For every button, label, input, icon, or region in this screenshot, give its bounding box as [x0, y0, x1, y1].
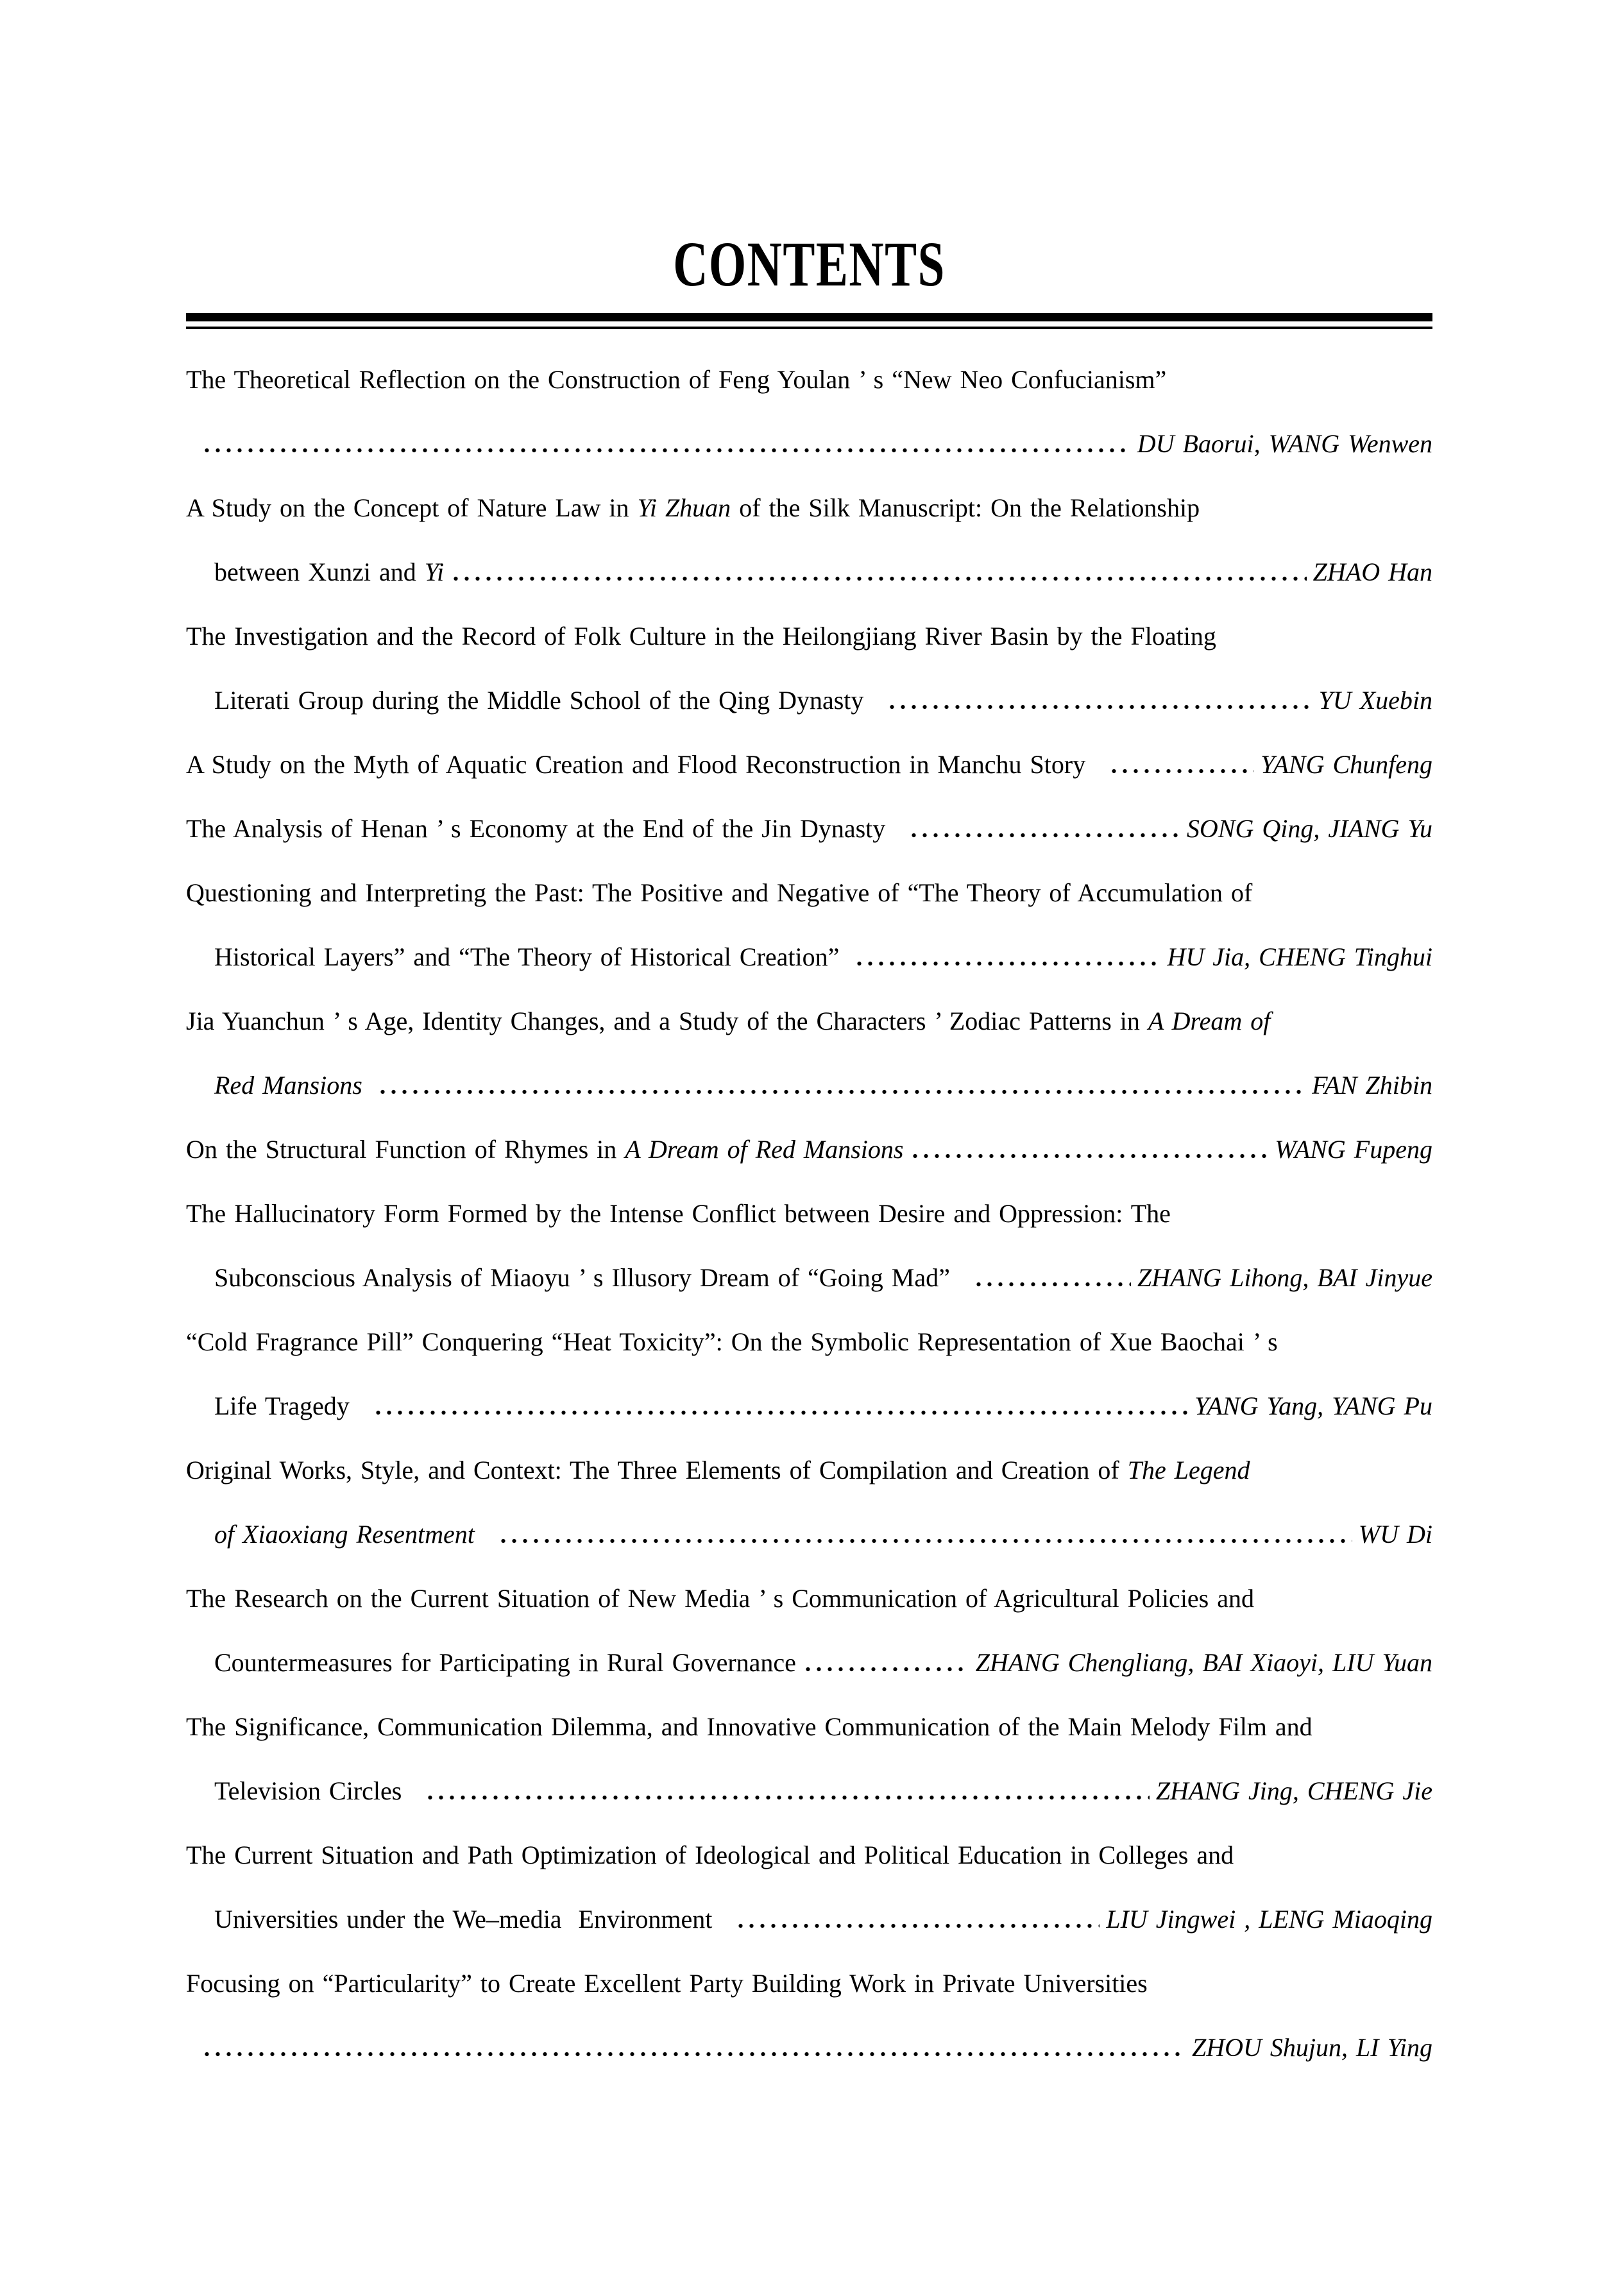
toc-line	[186, 1951, 1432, 2015]
toc-entry-text	[186, 1327, 1278, 1357]
toc-line	[186, 475, 1432, 540]
toc-line	[186, 1502, 1432, 1566]
toc-line	[186, 989, 1432, 1053]
toc-line	[186, 1823, 1432, 1887]
page-title: CONTENTS	[673, 228, 946, 300]
dot-leader	[498, 1502, 1352, 1566]
toc-entry-text-segment: Questioning and Interpreting the Past: The Positive and Negative of “The Theory of Accumulation of	[186, 878, 1253, 907]
toc-entry-text	[214, 1904, 729, 1934]
author-names: DU Baorui, WANG Wenwen	[1137, 429, 1432, 458]
author-names: ZHAO Han	[1312, 557, 1432, 586]
author-names: LIU Jingwei , LENG Miaoqing	[1106, 1904, 1432, 1934]
toc-entry-text-segment: Universities under the We–media Environment	[214, 1904, 729, 1934]
toc-entry-text-italic: Red Mansions	[214, 1070, 371, 1100]
toc-line	[186, 1566, 1432, 1630]
author-names: YU Xuebin	[1318, 685, 1432, 715]
toc-line	[186, 1694, 1432, 1758]
toc-entry-text-italic: A Dream of Red Mansions	[625, 1134, 904, 1164]
author-names: ZHANG Chengliang, BAI Xiaoyi, LIU Yuan	[975, 1647, 1432, 1677]
toc-entry-text	[186, 878, 1252, 908]
toc-entry-text	[214, 1070, 371, 1100]
dot-leader	[910, 1117, 1268, 1181]
toc-entry-text	[186, 1968, 1148, 1998]
dot-leader	[908, 796, 1180, 860]
toc-entry-text-segment: On the Structural Function of Rhymes in	[186, 1134, 625, 1164]
dot-leader	[373, 1373, 1188, 1438]
rule-thin-line	[186, 327, 1432, 329]
toc-entry-text	[214, 1776, 418, 1806]
author-names: FAN Zhibin	[1312, 1070, 1432, 1100]
title-rule	[186, 313, 1432, 329]
dot-leader	[887, 668, 1312, 732]
toc-entry-text-segment: of the Silk Manuscript: On the Relationship	[731, 493, 1200, 522]
toc-entry-text-segment: between Xunzi and	[214, 557, 425, 586]
dot-leader	[1109, 732, 1254, 796]
toc-entry-text-italic: Yi Zhuan	[637, 493, 731, 522]
dot-leader	[973, 1245, 1131, 1309]
toc-entry-text-segment: The Analysis of Henan ’ s Economy at the End of the Jin Dynasty	[186, 813, 903, 843]
toc-entry-text	[214, 942, 847, 972]
toc-entry-text-segment: The Significance, Communication Dilemma, and Innovative Communication of the Main Melody Film and	[186, 1712, 1312, 1741]
toc-line	[186, 732, 1432, 796]
author-names: ZHANG Jing, CHENG Jie	[1155, 1776, 1432, 1805]
toc-line	[186, 411, 1432, 475]
toc-entry-text-segment: Focusing on “Particularity” to Create Excellent Party Building Work in Private Universities	[186, 1968, 1148, 1998]
dot-leader	[425, 1758, 1149, 1823]
rule-thick-line	[186, 313, 1432, 321]
author-names: ZHANG Lihong, BAI Jinyue	[1137, 1263, 1432, 1292]
toc-entry-text	[186, 749, 1102, 779]
toc-line	[186, 1438, 1432, 1502]
toc-entry-text-italic: The Legend	[1127, 1455, 1250, 1484]
toc-entry-text	[214, 1519, 491, 1549]
toc-line	[186, 1758, 1432, 1823]
toc-entry-text-segment: The Theoretical Reflection on the Construction of Feng Youlan ’ s “New Neo Confucianism”	[186, 364, 1167, 394]
toc-line	[186, 2015, 1432, 2079]
dot-leader	[735, 1887, 1100, 1951]
toc-entry-text-segment: Countermeasures for Participating in Rural Governance	[214, 1647, 796, 1677]
dot-leader	[377, 1053, 1305, 1117]
toc-entry-text-italic: A Dream of	[1148, 1006, 1271, 1035]
dot-leader	[803, 1630, 969, 1694]
toc-entry-text	[214, 1391, 366, 1421]
toc-line	[186, 1117, 1432, 1181]
toc-entry-text-segment: The Hallucinatory Form Formed by the Intense Conflict between Desire and Oppression: The	[186, 1198, 1171, 1228]
toc-line	[186, 1630, 1432, 1694]
toc-entry-text-segment: The Investigation and the Record of Folk Culture in the Heilongjiang River Basin by the Floating	[186, 621, 1216, 651]
toc-entry-text	[186, 1840, 1234, 1870]
toc-entry-text	[186, 493, 1200, 523]
toc-line	[186, 1181, 1432, 1245]
toc-entry-text-segment: Literati Group during the Middle School of the Qing Dynasty	[214, 685, 881, 715]
toc-line	[186, 668, 1432, 732]
author-names: SONG Qing, JIANG Yu	[1186, 813, 1432, 843]
author-names: ZHOU Shujun, LI Ying	[1192, 2032, 1432, 2062]
toc-entry-text	[186, 813, 902, 844]
toc-entry-text	[214, 1263, 967, 1293]
toc-entry-text-segment: A Study on the Concept of Nature Law in	[186, 493, 638, 522]
toc-entry-text	[186, 1198, 1171, 1229]
toc-entry-text-segment: Historical Layers” and “The Theory of Historical Creation”	[214, 942, 848, 971]
author-names: HU Jia, CHENG Tinghui	[1167, 942, 1432, 971]
toc-entry-text-segment: The Research on the Current Situation of New Media ’ s Communication of Agricultural Policies and	[186, 1583, 1254, 1613]
toc-line	[186, 540, 1432, 604]
toc-entry-text-italic: of Xiaoxiang Resentment	[214, 1519, 491, 1549]
toc-entry-text-segment: Subconscious Analysis of Miaoyu ’ s Illusory Dream of “Going Mad”	[214, 1263, 967, 1292]
toc-entry-text	[186, 621, 1216, 651]
toc-line	[186, 1309, 1432, 1373]
toc-entry-text-segment: The Current Situation and Path Optimization of Ideological and Political Education in Colleges and	[186, 1840, 1234, 1869]
toc-entry-text-segment: Life Tragedy	[214, 1391, 366, 1420]
toc-entry-text	[214, 557, 444, 587]
toc-entry-text-segment: Original Works, Style, and Context: The Three Elements of Compilation and Creation of	[186, 1455, 1128, 1484]
toc-entry-text	[186, 1583, 1254, 1613]
toc-list	[186, 347, 1432, 2079]
toc-entry-text	[186, 364, 1166, 395]
dot-leader	[201, 2015, 1185, 2079]
author-names: YANG Chunfeng	[1261, 749, 1432, 779]
dot-leader	[854, 924, 1160, 989]
toc-entry-text-segment: “Cold Fragrance Pill” Conquering “Heat Toxicity”: On the Symbolic Representation of Xue Baochai ’ s	[186, 1327, 1278, 1356]
toc-line	[186, 347, 1432, 411]
toc-entry-text	[214, 1647, 796, 1678]
toc-entry-text-italic: Yi	[424, 557, 445, 586]
toc-entry-text	[186, 1134, 903, 1164]
toc-entry-text	[214, 685, 880, 715]
toc-line	[186, 924, 1432, 989]
toc-line	[186, 1245, 1432, 1309]
author-names: WANG Fupeng	[1275, 1134, 1432, 1164]
toc-line	[186, 860, 1432, 924]
toc-entry-text	[186, 1455, 1250, 1485]
dot-leader	[201, 411, 1131, 475]
toc-line	[186, 1373, 1432, 1438]
author-names: YANG Yang, YANG Pu	[1194, 1391, 1432, 1420]
toc-entry-text	[186, 1712, 1312, 1742]
toc-entry-text-segment: A Study on the Myth of Aquatic Creation and Flood Reconstruction in Manchu Story	[186, 749, 1103, 779]
toc-entry-text-segment: Jia Yuanchun ’ s Age, Identity Changes, and a Study of the Characters ’ Zodiac Patterns in	[186, 1006, 1148, 1035]
toc-line	[186, 604, 1432, 668]
toc-line	[186, 1887, 1432, 1951]
toc-line	[186, 796, 1432, 860]
author-names: WU Di	[1358, 1519, 1432, 1549]
toc-entry-text-segment: Television Circles	[214, 1776, 419, 1805]
toc-entry-text	[186, 1006, 1270, 1036]
toc-line	[186, 1053, 1432, 1117]
dot-leader	[450, 540, 1306, 604]
